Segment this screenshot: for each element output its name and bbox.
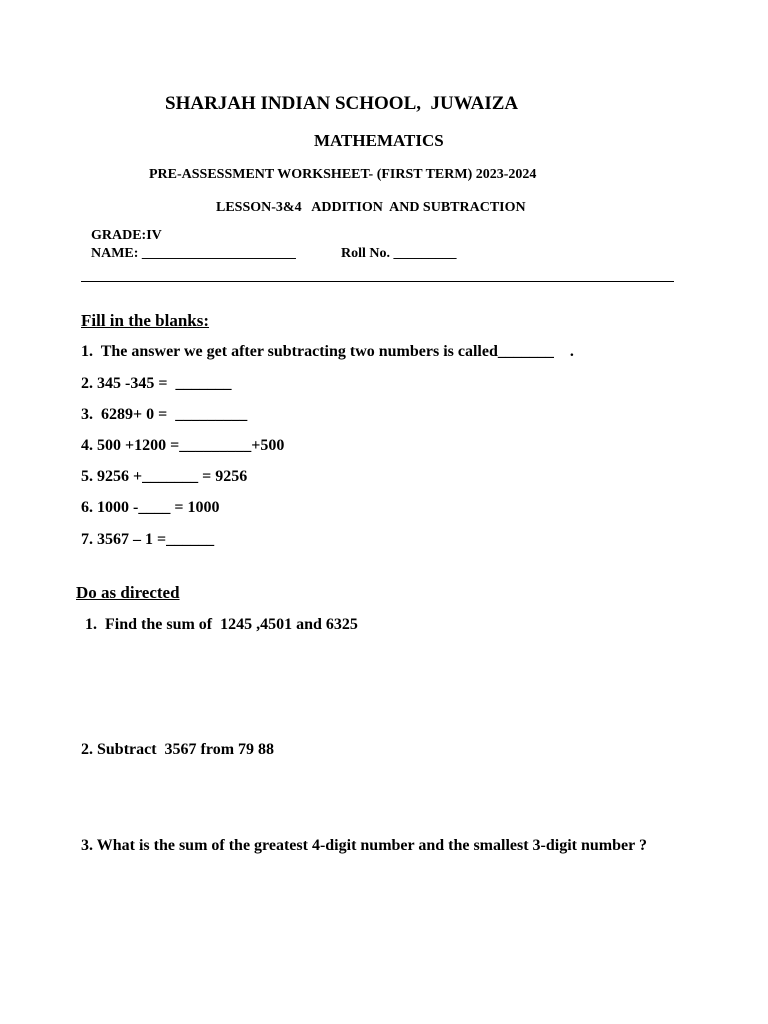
directed-question-2: 2. Subtract 3567 from 79 88 (81, 741, 275, 758)
fill-blank-question-1: 1. The answer we get after subtracting two numbers is called_______ . (81, 343, 574, 360)
fill-blank-question-3: 3. 6289+ 0 = _________ (81, 406, 248, 423)
fill-blank-question-4: 4. 500 +1200 =_________+500 (81, 437, 285, 454)
directed-question-1: 1. Find the sum of 1245 ,4501 and 6325 (81, 616, 358, 633)
directed-question-3: 3. What is the sum of the greatest 4-digit number and the smallest 3-digit number ? (81, 837, 647, 854)
fill-blank-question-7: 7. 3567 – 1 =______ (81, 531, 215, 548)
fill-blank-question-2: 2. 345 -345 = _______ (81, 375, 232, 392)
subject-title: MATHEMATICS (314, 131, 444, 150)
roll-number-field: Roll No. _________ (341, 246, 457, 261)
name-field: NAME: ______________________ (91, 246, 296, 261)
fill-blanks-heading: Fill in the blanks: (81, 311, 210, 330)
do-as-directed-heading: Do as directed (76, 583, 180, 602)
lesson-title: LESSON-3&4 ADDITION AND SUBTRACTION (216, 200, 526, 215)
fill-blank-question-6: 6. 1000 -____ = 1000 (81, 499, 220, 516)
grade-label: GRADE:IV (91, 228, 162, 243)
worksheet-title: PRE-ASSESSMENT WORKSHEET- (FIRST TERM) 2023-2024 (149, 167, 537, 182)
school-name: SHARJAH INDIAN SCHOOL, JUWAIZA (165, 93, 519, 114)
header-divider (81, 281, 674, 282)
fill-blank-question-5: 5. 9256 +_______ = 9256 (81, 468, 248, 485)
